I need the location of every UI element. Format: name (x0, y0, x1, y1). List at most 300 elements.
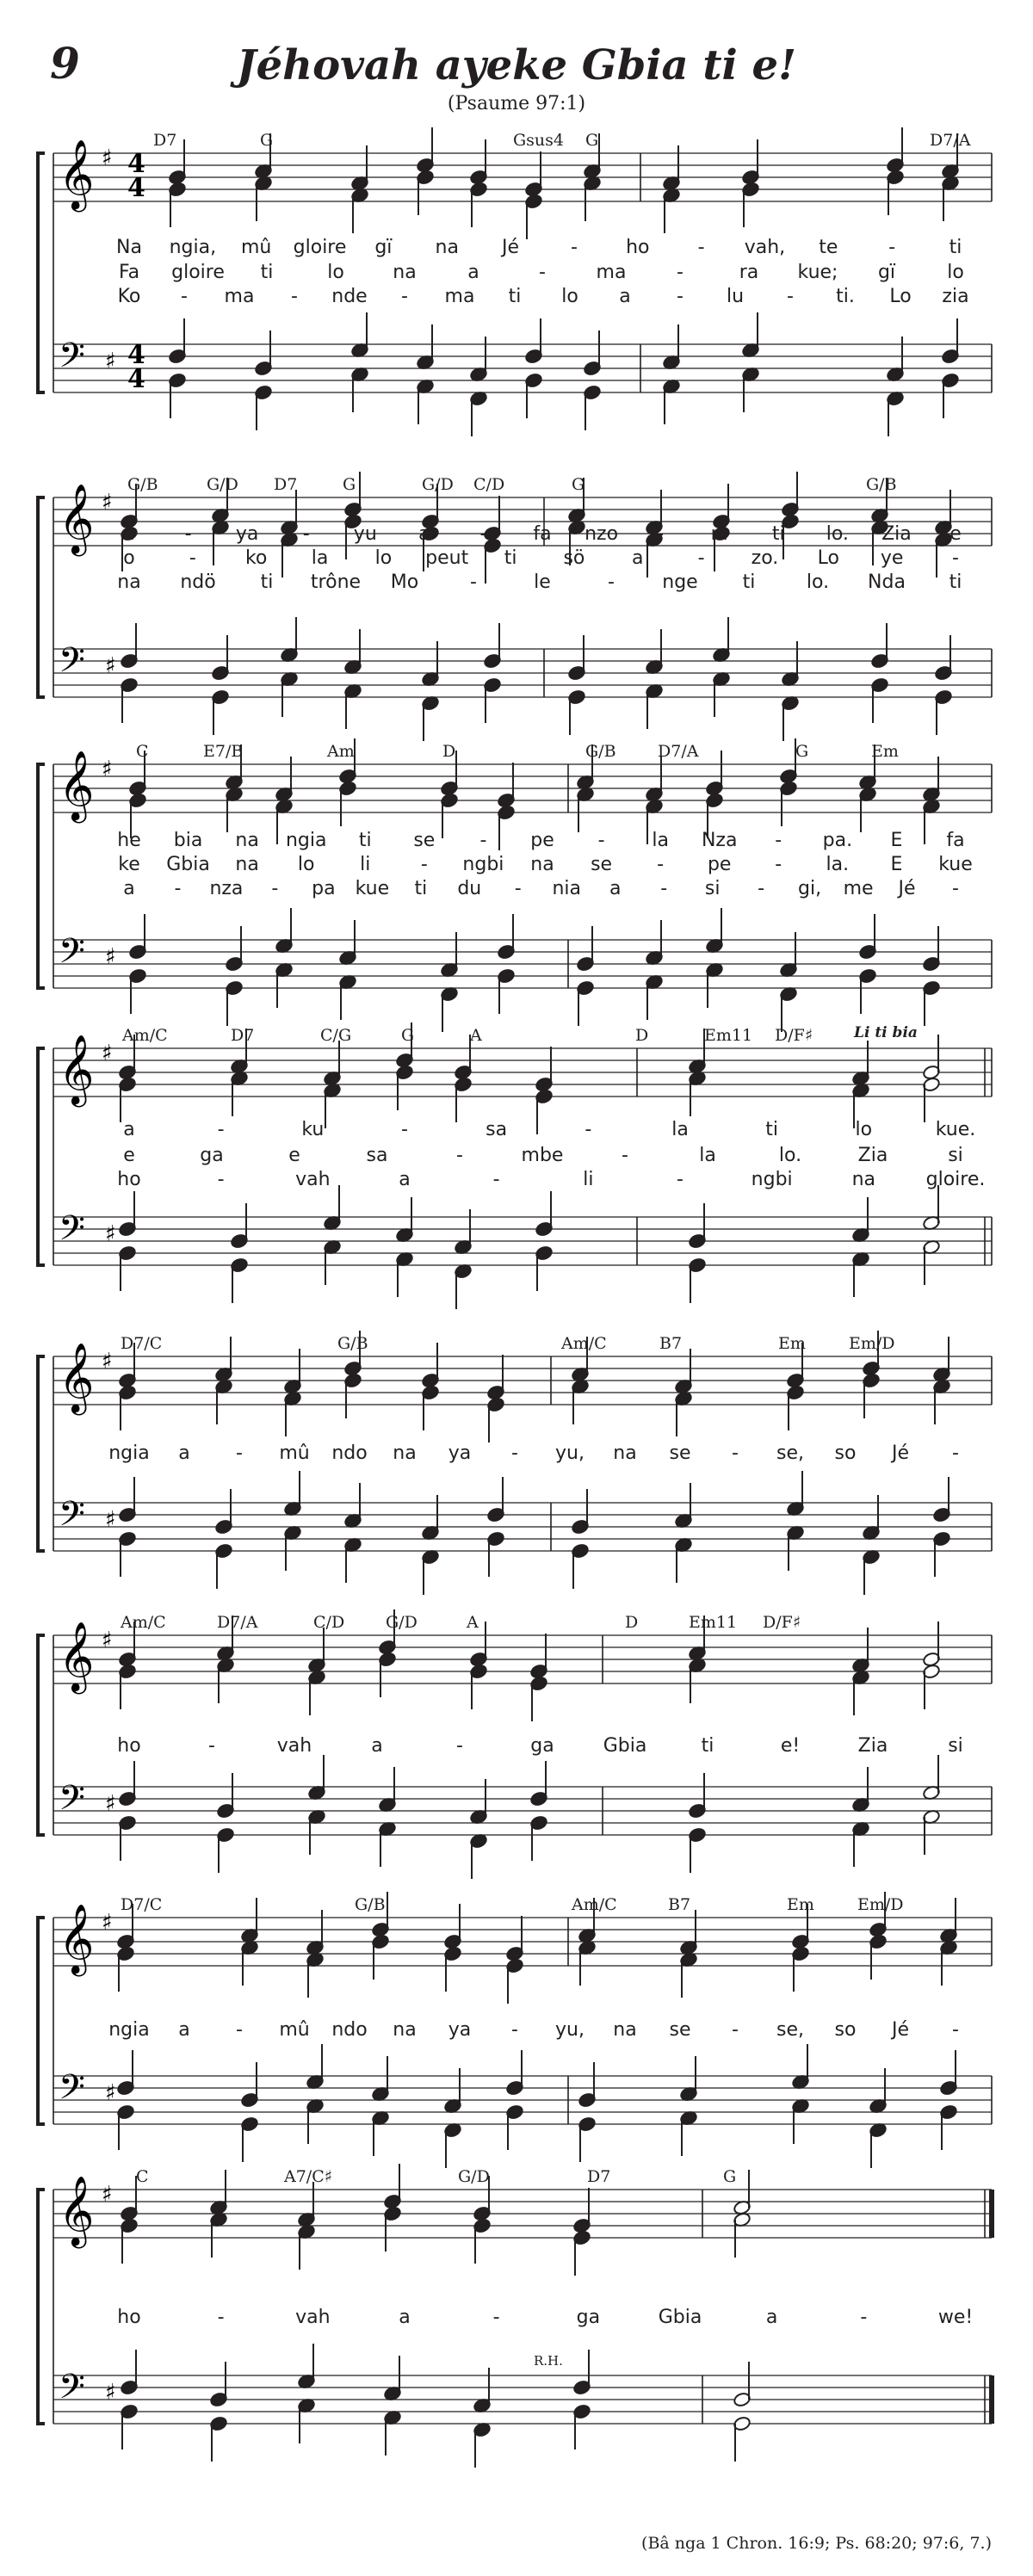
lyric-syllable: ho (626, 237, 650, 258)
chord-symbol: D (442, 742, 456, 761)
hymn-number: 9 (50, 38, 80, 89)
note (473, 2422, 492, 2468)
note (572, 2188, 591, 2233)
chord-symbol: Em/D (849, 1334, 895, 1353)
chord-symbol: D7/A (930, 131, 971, 150)
lyric-syllable: - (622, 1145, 628, 1166)
chord-symbol: C (136, 2167, 149, 2186)
lyric-syllable: na (435, 237, 459, 258)
lyric-syllable: a (609, 878, 622, 899)
lyric-syllable: ndo (331, 2019, 368, 2041)
lyric-syllable: se, (776, 1442, 804, 1464)
lyric-syllable: a (123, 523, 135, 545)
lyric-syllable: na (851, 1169, 876, 1190)
lyric-syllable: - (217, 2307, 225, 2328)
chord-symbol: Am/C (572, 1895, 617, 1914)
lyric-syllable: ho (117, 1169, 141, 1190)
time-signature-digit: 4 (127, 149, 145, 179)
bass-clef-icon: 𝄢 (59, 2067, 85, 2116)
lyric-syllable: ngia (108, 1442, 150, 1464)
key-signature-sharp-icon: ♯ (105, 1791, 116, 1817)
lyric-syllable: la (311, 547, 329, 569)
key-signature-sharp-icon: ♯ (105, 2080, 116, 2106)
lyric-syllable: trône (310, 571, 362, 593)
lyric-syllable: so (834, 2019, 857, 2041)
lyric-syllable: le (534, 571, 551, 593)
note (209, 2416, 228, 2462)
lyric-syllable: ti (260, 262, 274, 283)
chord-symbol: D7 (153, 131, 177, 150)
lyric-syllable: yu, (555, 1442, 585, 1464)
lyric-syllable: lo (561, 286, 578, 307)
lyric-syllable: - (208, 1735, 215, 1757)
lyric-syllable: fa (533, 523, 552, 545)
lyric-syllable: ko (244, 547, 268, 569)
lyric-syllable: - (952, 2019, 959, 2041)
lyric-syllable: - (271, 878, 279, 899)
lyric-syllable: ti (504, 547, 517, 569)
note (297, 2398, 316, 2443)
chord-symbol: B7 (659, 1334, 683, 1353)
lyric-syllable: Jé (898, 878, 916, 899)
chord-symbol: E7/B (203, 742, 244, 761)
lyric-syllable: nde (331, 286, 368, 307)
lyric-syllable: se (413, 830, 436, 851)
lyric-syllable: ti. (836, 286, 855, 307)
note (473, 2368, 492, 2413)
lyric-syllable: a (418, 523, 430, 545)
lyric-syllable: na (530, 854, 554, 875)
treble-clef-icon: 𝄞 (59, 139, 95, 209)
lyric-syllable: mbe (521, 1145, 564, 1166)
lyric-syllable: a (178, 1442, 190, 1464)
lyric-syllable: a (399, 1169, 411, 1190)
lyric-syllable: ti (701, 1735, 714, 1757)
lyric-syllable: Zia (857, 1735, 888, 1757)
lyric-syllable: gloire (293, 237, 347, 258)
lyric-syllable: - (787, 286, 794, 307)
lyric-syllable: ti (358, 830, 372, 851)
bass-clef-icon: 𝄢 (59, 1208, 85, 1257)
lyric-syllable: se (591, 854, 613, 875)
lyric-syllable: Lo (889, 286, 912, 307)
lyric-syllable: zia (942, 286, 969, 307)
lyric-syllable: - (758, 878, 765, 899)
chord-symbol: D (635, 1026, 649, 1045)
lyric-syllable: - (420, 854, 428, 875)
chord-symbol: A7/C♯ (284, 2167, 332, 2186)
chord-symbol: Am/C (561, 1334, 607, 1353)
lyric-syllable: si (704, 878, 721, 899)
chord-symbol: Gsus4 (513, 131, 565, 150)
lyric-syllable: - (697, 547, 705, 569)
lyric-syllable: a (632, 547, 644, 569)
lyric-syllable: Gbia (658, 2307, 702, 2328)
lyric-syllable: na (393, 1442, 417, 1464)
lyric-syllable: ti (771, 523, 785, 545)
lyric-syllable: ke (118, 854, 140, 875)
chord-symbol: G/B (127, 475, 158, 494)
lyric-syllable: - (597, 830, 605, 851)
lyric-syllable: he (117, 830, 141, 851)
lyric-syllable: Jé (891, 1442, 910, 1464)
lyric-syllable: - (952, 878, 959, 899)
lyric-syllable: ti (742, 571, 756, 593)
key-signature-sharp-icon: ♯ (105, 1507, 116, 1533)
lyric-syllable: - (888, 237, 896, 258)
note (572, 2230, 591, 2276)
lyric-syllable: gï (374, 237, 393, 258)
lyric-syllable: o (123, 547, 135, 569)
lyric-syllable: ma (596, 262, 627, 283)
lyric-syllable: la (652, 830, 669, 851)
lyric-syllable: - (492, 2307, 500, 2328)
lyric-syllable: pe (530, 830, 554, 851)
treble-clef-icon: 𝄞 (59, 2175, 95, 2246)
chord-symbol: Am (327, 742, 355, 761)
chord-symbol: Em11 (689, 1613, 738, 1632)
lyric-syllable: vah (276, 1735, 312, 1757)
system-brace (38, 2190, 45, 2424)
chord-symbol: Em (871, 742, 899, 761)
chord-symbol: Am/C (122, 1026, 168, 1045)
chord-symbol: G (585, 131, 599, 150)
lyric-syllable: - (657, 854, 665, 875)
lyric-syllable: - (608, 571, 615, 593)
note (733, 2416, 752, 2462)
lyric-syllable: - (189, 547, 196, 569)
lyric-syllable: Mo (390, 571, 419, 593)
note (383, 2356, 402, 2401)
lyric-syllable: - (479, 523, 487, 545)
bass-clef-icon: 𝄢 (59, 640, 85, 689)
chord-symbol: D/F♯ (775, 1026, 813, 1045)
chord-symbol: G (723, 2167, 737, 2186)
lyric-syllable: - (217, 1119, 225, 1140)
chord-symbol: D7/A (217, 1613, 258, 1632)
lyric-syllable: ti (765, 1119, 779, 1140)
key-signature-sharp-icon: ♯ (105, 1221, 116, 1247)
lyric-syllable: ma (224, 286, 255, 307)
lyric-syllable: Jé (502, 237, 520, 258)
chord-symbol: G (343, 475, 356, 494)
lyric-syllable: na (235, 830, 259, 851)
lyric-syllable: kue (938, 854, 973, 875)
lyric-syllable: - (217, 1169, 225, 1190)
lyric-syllable: ga (576, 2307, 601, 2328)
lyric-syllable: a (765, 2307, 778, 2328)
note (297, 2182, 316, 2227)
lyric-syllable: nzo (585, 523, 619, 545)
note (120, 2350, 139, 2395)
lyric-syllable: Nda (868, 571, 906, 593)
scripture-reference: (Bâ nga 1 Chron. 16:9; Ps. 68:20; 97:6, 7.) (641, 2534, 992, 2553)
lyric-syllable: na (393, 2019, 417, 2041)
lyric-syllable: ku (301, 1119, 325, 1140)
lyric-syllable: - (514, 878, 522, 899)
chord-symbol: G/B (866, 475, 897, 494)
lyric-syllable: a (371, 1735, 383, 1757)
lyric-syllable: nge (662, 571, 698, 593)
lyric-syllable: we! (937, 2307, 974, 2328)
lyric-syllable: ye (880, 547, 904, 569)
lyric-syllable: - (302, 523, 310, 545)
key-signature-sharp-icon: ♯ (102, 1041, 113, 1066)
lyric-syllable: ya (448, 1442, 472, 1464)
lyric-syllable: ndö (180, 571, 216, 593)
lyric-syllable: lo (297, 854, 315, 875)
lyric-syllable: so (834, 1442, 857, 1464)
lyric-syllable: ti (414, 878, 428, 899)
lyric-syllable: du (457, 878, 482, 899)
chord-symbol: Em11 (704, 1026, 753, 1045)
lyric-syllable: - (775, 854, 782, 875)
chord-symbol: Em/D (857, 1895, 904, 1914)
key-signature-sharp-icon: ♯ (105, 2380, 116, 2406)
lyric-syllable: ti (949, 237, 962, 258)
note (297, 2224, 316, 2270)
lyric-syllable: - (236, 1442, 243, 1464)
lyric-syllable: vah, (744, 237, 786, 258)
note (733, 2212, 752, 2258)
lyric-syllable: e (123, 1145, 135, 1166)
treble-clef-icon: 𝄞 (59, 483, 95, 553)
note (383, 2164, 402, 2209)
chord-symbol: G/D (422, 475, 454, 494)
note (120, 2404, 139, 2449)
chord-symbol: G/B (337, 1334, 368, 1353)
lyric-syllable: ti (508, 286, 522, 307)
lyric-syllable: e (288, 1145, 300, 1166)
bass-clef-icon: 𝄢 (59, 2367, 85, 2415)
lyric-syllable: se (669, 1442, 691, 1464)
lyric-syllable: - (291, 286, 298, 307)
lyric-syllable: - (860, 2307, 868, 2328)
lyric-syllable: pe (707, 854, 732, 875)
lyric-syllable: lo (855, 1119, 873, 1140)
lyric-syllable: ya (448, 2019, 472, 2041)
lyric-syllable: peut (425, 547, 469, 569)
treble-clef-icon: 𝄞 (59, 1034, 95, 1104)
lyric-syllable: sa (486, 1119, 508, 1140)
lyric-syllable: - (585, 1119, 592, 1140)
lyric-syllable: sa (366, 1145, 388, 1166)
lyric-syllable: pa (312, 878, 336, 899)
lyric-syllable: - (732, 1442, 739, 1464)
lyric-syllable: mû (279, 2019, 310, 2041)
lyric-syllable: - (511, 1442, 518, 1464)
lyric-syllable: - (732, 2019, 739, 2041)
lyric-syllable: la (699, 1145, 716, 1166)
time-signature-digit: 4 (127, 173, 145, 203)
lyric-syllable: lu (726, 286, 745, 307)
lyric-syllable: ga (530, 1735, 554, 1757)
chord-symbol: G/B (355, 1895, 386, 1914)
time-signature-digit: 4 (127, 364, 145, 394)
lyric-syllable: - (952, 1442, 959, 1464)
lyric-syllable: nia (552, 878, 582, 899)
note (473, 2218, 492, 2264)
note (572, 2350, 591, 2395)
key-signature-sharp-icon: ♯ (105, 653, 116, 679)
lyric-syllable: - (511, 2019, 518, 2041)
key-signature-sharp-icon: ♯ (102, 1628, 113, 1653)
section-annotation: Li ti bia (854, 1024, 918, 1041)
lyric-syllable: ti (260, 571, 274, 593)
lyric-syllable: Na (116, 237, 142, 258)
lyric-syllable: lo. (826, 523, 849, 545)
lyric-syllable: ga (200, 1145, 224, 1166)
lyric-syllable: - (660, 878, 668, 899)
lyric-syllable: - (677, 262, 684, 283)
chord-symbol: G (260, 131, 274, 150)
lyric-syllable: - (657, 523, 665, 545)
lyric-syllable: ho (117, 2307, 141, 2328)
lyric-syllable: Zia (857, 1145, 888, 1166)
chord-symbol: B7 (668, 1895, 691, 1914)
key-signature-sharp-icon: ♯ (102, 1349, 113, 1374)
lyric-syllable: yu, (555, 2019, 585, 2041)
note (383, 2410, 402, 2456)
key-signature-sharp-icon: ♯ (102, 145, 113, 171)
lyric-syllable: Fa (118, 262, 140, 283)
chord-symbol: Am/C (121, 1613, 166, 1632)
lyric-syllable: gi, (798, 878, 822, 899)
lyric-syllable: Jé (891, 2019, 910, 2041)
lyric-syllable: zo. (751, 547, 779, 569)
lyric-syllable: mû (279, 1442, 310, 1464)
lyric-syllable: - (236, 2019, 243, 2041)
chord-symbol: D7 (231, 1026, 255, 1045)
lyric-syllable: na (393, 262, 417, 283)
chord-symbol: C/G (320, 1026, 352, 1045)
lyric-syllable: a (399, 2307, 411, 2328)
lyric-syllable: - (570, 237, 578, 258)
lyric-syllable: a (467, 262, 479, 283)
lyric-syllable: - (174, 878, 182, 899)
key-signature-sharp-icon: ♯ (105, 944, 116, 970)
lyric-syllable: kue (355, 878, 390, 899)
hymn-subtitle: (Psaume 97:1) (447, 93, 586, 114)
lyric-syllable: E (890, 854, 903, 875)
chord-symbol: G (572, 475, 585, 494)
lyric-syllable: a (123, 878, 135, 899)
note (383, 2206, 402, 2252)
chord-symbol: A (467, 1613, 479, 1632)
lyric-syllable: vah (295, 2307, 331, 2328)
key-signature-sharp-icon: ♯ (102, 757, 113, 782)
chord-symbol: D7 (274, 475, 298, 494)
chord-symbol: G/D (458, 2167, 490, 2186)
lyric-syllable: lo. (778, 1145, 802, 1166)
lyric-syllable: - (181, 286, 188, 307)
lyric-syllable: - (677, 286, 684, 307)
lyric-syllable: - (479, 830, 487, 851)
lyric-syllable: - (952, 547, 959, 569)
lyric-syllable: ra (739, 262, 759, 283)
lyric-syllable: gloire. (925, 1169, 986, 1190)
chord-symbol: D7/A (658, 742, 699, 761)
lyric-syllable: - (401, 1119, 408, 1140)
chord-symbol: D (625, 1613, 639, 1632)
chord-symbol: G/D (386, 1613, 418, 1632)
lyric-syllable: ngia (285, 830, 327, 851)
lyric-syllable: - (492, 1169, 500, 1190)
lyric-syllable: fa (946, 830, 965, 851)
note (120, 2218, 139, 2264)
lyric-syllable: Nza (701, 830, 738, 851)
lyric-syllable: kue; (797, 262, 838, 283)
note (572, 2404, 591, 2449)
lyric-syllable: vah (295, 1169, 331, 1190)
lyric-syllable: sö (563, 547, 585, 569)
lyric-syllable: ngbi (751, 1169, 793, 1190)
lyric-syllable: lo (327, 262, 344, 283)
lyric-syllable: mû (241, 237, 272, 258)
right-hand-annotation: R.H. (534, 2353, 563, 2369)
lyric-syllable: nza (209, 878, 244, 899)
hymn-title: Jéhovah ayeke Gbia ti e! (236, 41, 797, 90)
note (209, 2170, 228, 2215)
lyric-syllable: li (360, 854, 371, 875)
lyric-syllable: e (949, 523, 962, 545)
lyric-syllable: Ko (117, 286, 141, 307)
lyric-syllable: a (123, 1119, 135, 1140)
chord-symbol: Em (787, 1895, 814, 1914)
lyric-syllable: la (671, 1119, 689, 1140)
note (733, 2362, 752, 2407)
lyric-syllable: ya (235, 523, 259, 545)
lyric-syllable: - (539, 262, 546, 283)
lyric-syllable: - (677, 1169, 684, 1190)
chord-symbol: C/D (473, 475, 505, 494)
chord-symbol: D/F♯ (763, 1613, 801, 1632)
chord-symbol: D7 (587, 2167, 611, 2186)
treble-clef-icon: 𝄞 (59, 1342, 95, 1412)
lyric-syllable: e! (780, 1735, 801, 1757)
key-signature-sharp-icon: ♯ (102, 490, 113, 516)
lyric-syllable: gï (877, 262, 896, 283)
lyric-syllable: lo (947, 262, 964, 283)
lyric-syllable: ndo (331, 1442, 368, 1464)
lyric-syllable: Lo (817, 547, 839, 569)
lyric-syllable: si (948, 1145, 963, 1166)
lyric-syllable: ngia, (169, 237, 217, 258)
lyric-syllable: a (619, 286, 631, 307)
key-signature-sharp-icon: ♯ (105, 349, 116, 374)
lyric-syllable: - (470, 571, 477, 593)
lyric-syllable: la. (826, 854, 850, 875)
lyric-syllable: - (401, 286, 408, 307)
note (209, 2362, 228, 2407)
lyric-syllable: - (775, 830, 782, 851)
bass-clef-icon: 𝄢 (59, 1778, 85, 1826)
lyric-syllable: na (613, 1442, 637, 1464)
chord-symbol: C (136, 742, 149, 761)
lyric-syllable: Gbia (166, 854, 210, 875)
lyric-syllable: ni (710, 523, 728, 545)
lyric-syllable: ngbi (462, 854, 504, 875)
lyric-syllable: a (178, 2019, 190, 2041)
lyric-syllable: na (235, 854, 259, 875)
key-signature-sharp-icon: ♯ (102, 2182, 113, 2208)
lyric-syllable: gloire (171, 262, 225, 283)
chord-symbol: G (795, 742, 809, 761)
bass-clef-icon: 𝄢 (59, 931, 85, 979)
lyric-syllable: me (843, 878, 874, 899)
lyric-syllable: ngia (108, 2019, 150, 2041)
lyric-syllable: ti (949, 571, 962, 593)
